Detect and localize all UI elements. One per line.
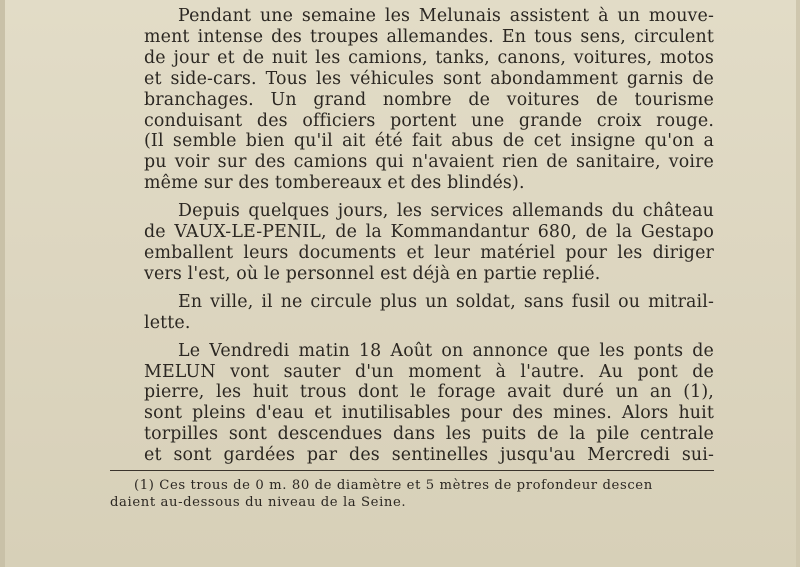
text-line: et side-cars. Tous les véhicules sont abondamment garnis de [144, 68, 714, 89]
text-line: (Il semble bien qu'il ait été fait abus de cet insigne qu'on a [144, 131, 714, 152]
paragraph-2 [110, 201, 714, 285]
paragraph-3 [110, 292, 714, 334]
text-line: de VAUX-LE-PENIL, de la Kommandantur 680, de la Gestapo [144, 222, 714, 243]
text-line: pierre, les huit trous dont le forage avait duré un an (1), [144, 382, 714, 403]
footnote-divider [110, 470, 714, 471]
text-line: conduisant des officiers portent une grande croix rouge. [144, 110, 714, 131]
text-line: vers l'est, où le personnel est déjà en partie replié. [144, 263, 601, 284]
text-line: sont pleins d'eau et inutilisables pour des mines. Alors huit [144, 403, 714, 424]
text-line: Depuis quelques jours, les services allemands du château [178, 201, 714, 222]
text-line: MELUN vont sauter d'un moment à l'autre. Au pont de [144, 361, 714, 382]
text-line: En ville, il ne circule plus un soldat, sans fusil ou mitrail- [178, 291, 714, 312]
text-line: emballent leurs documents et leur matériel pour les diriger [144, 242, 714, 263]
text-line: lette. [144, 312, 191, 333]
text-line: même sur des tombereaux et des blindés). [144, 173, 525, 194]
body-text [110, 6, 714, 466]
text-line: et sont gardées par des sentinelles jusqu'au Mercredi sui- [144, 445, 714, 466]
page-edge-right [796, 0, 800, 567]
paragraph-1 [110, 6, 714, 194]
text-line: de jour et de nuit les camions, tanks, canons, voitures, motos [144, 47, 714, 68]
text-line: branchages. Un grand nombre de voitures de tourisme [144, 89, 714, 110]
text-line: ment intense des troupes allemandes. En tous sens, circulent [144, 26, 714, 47]
text-line: Le Vendredi matin 18 Août on annonce que les ponts de [178, 340, 714, 361]
text-line: pu voir sur des camions qui n'avaient rien de sanitaire, voire [144, 152, 714, 173]
footnote-line: (1) Ces trous de 0 m. 80 de diamètre et 5 mètres de profondeur descen [134, 478, 653, 493]
footnote-line: daient au-dessous du niveau de la Seine. [110, 494, 407, 510]
text-line: Pendant une semaine les Melunais assistent à un mouve- [178, 6, 714, 26]
page-edge-left [0, 0, 5, 567]
footnote [110, 478, 714, 511]
paragraph-4 [110, 341, 714, 466]
text-line: torpilles sont descendues dans les puits de la pile centrale [144, 424, 714, 445]
